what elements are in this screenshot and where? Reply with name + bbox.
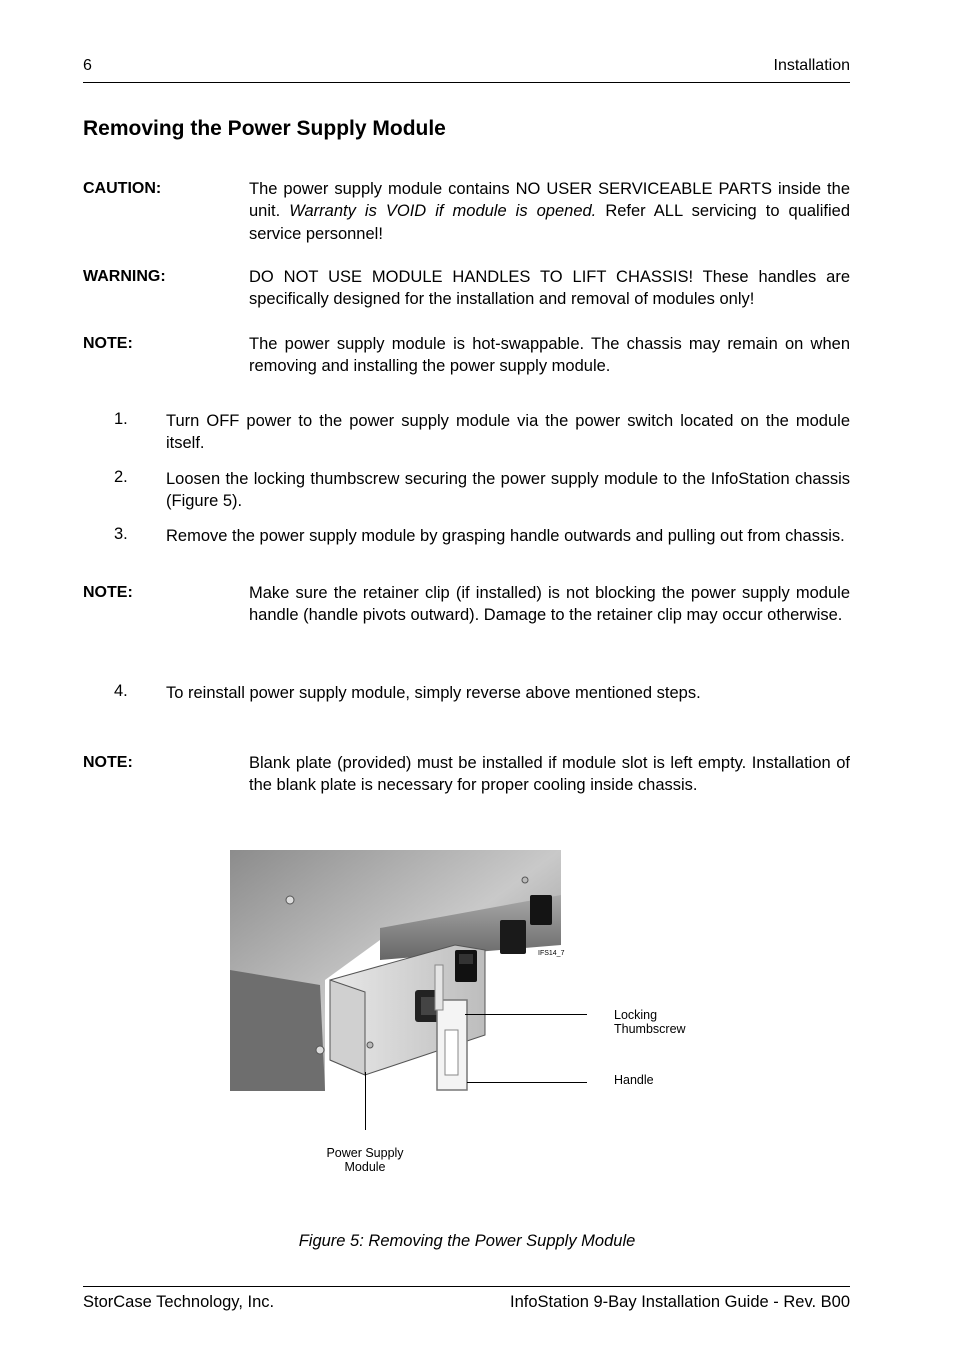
caution-text	[249, 178, 850, 245]
step-number-2: 2.	[114, 468, 128, 486]
step-text-3: Remove the power supply module by grasping handle outwards and pulling out from chassis.	[166, 527, 845, 545]
note-label-1: NOTE:	[83, 335, 133, 352]
step-text-4: To reinstall power supply module, simply reverse above mentioned steps.	[166, 684, 701, 702]
footer-rule	[83, 1286, 850, 1287]
callout-module-line-1: Power Supply	[326, 1146, 404, 1160]
caution-label: CAUTION:	[83, 180, 162, 197]
warning-text: DO NOT USE MODULE HANDLES TO LIFT CHASSIS! These handles are specifically designed for the installation and removal of modules only!	[249, 268, 850, 309]
power-supply-photo	[230, 850, 561, 1091]
note-label-2: NOTE:	[83, 584, 133, 601]
note-text-2: Make sure the retainer clip (if installed) is not blocking the power supply module handle (handle pivots outward). Damage to the retainer clip may occur otherwise.	[249, 584, 850, 625]
figure-image-code: IFS14_7	[538, 950, 565, 957]
caution-text-a: The power supply module contains NO USER SERVICEABLE PARTS inside the unit.	[249, 180, 850, 221]
note-label-3: NOTE:	[83, 754, 133, 771]
callout-thumbscrew-line-2: Thumbscrew	[614, 1022, 686, 1036]
callout-thumbscrew-line-1: Locking	[614, 1008, 658, 1022]
step-number-4: 4.	[114, 682, 128, 700]
callout-power-supply-module	[305, 1146, 425, 1174]
page-number: 6	[83, 57, 92, 74]
step-text-1: Turn OFF power to the power supply module via the power switch located on the module itself.	[166, 412, 850, 453]
handle-leader-line	[467, 1082, 587, 1083]
running-header-section: Installation	[773, 57, 850, 74]
thumbscrew-leader-line	[465, 1014, 587, 1015]
footer-company: StorCase Technology, Inc.	[83, 1293, 275, 1311]
note-text-3: Blank plate (provided) must be installed if module slot is left empty. Installation of the blank plate is necessary for proper cooling inside chassis.	[249, 754, 850, 795]
caution-text-italic: Warranty is VOID if module is opened.	[289, 202, 597, 221]
footer-document-title: InfoStation 9-Bay Installation Guide - Rev. B00	[510, 1293, 850, 1311]
callout-locking-thumbscrew	[614, 1008, 686, 1036]
callout-handle: Handle	[614, 1073, 654, 1087]
module-leader-line	[365, 1072, 366, 1130]
callout-module-line-2: Module	[344, 1160, 386, 1174]
header-rule	[83, 82, 850, 83]
caution-text-b: Refer ALL servicing to qualified service personnel!	[249, 202, 850, 243]
step-text-2: Loosen the locking thumbscrew securing the power supply module to the InfoStation chassis (Figure 5).	[166, 470, 850, 511]
note-text-1: The power supply module is hot-swappable. The chassis may remain on when removing and installing the power supply module.	[249, 335, 850, 376]
power-supply-illustration	[230, 850, 561, 1091]
step-number-1: 1.	[114, 410, 128, 428]
figure-caption: Figure 5: Removing the Power Supply Module	[298, 1232, 636, 1250]
step-number-3: 3.	[114, 525, 128, 543]
section-title: Removing the Power Supply Module	[83, 117, 446, 140]
warning-label: WARNING:	[83, 268, 166, 285]
